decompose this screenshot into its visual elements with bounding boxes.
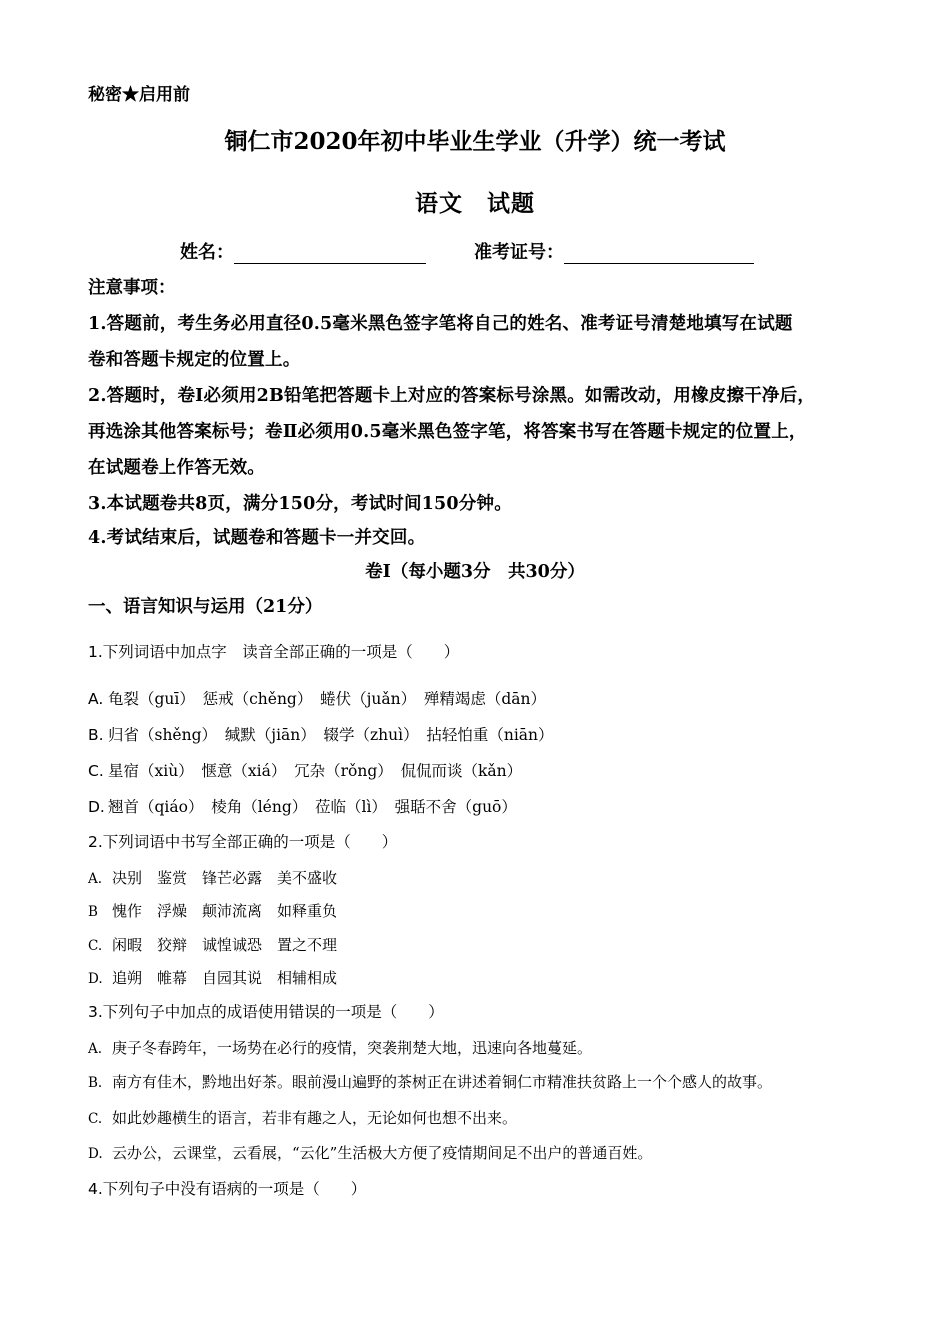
name-label: 姓名： xyxy=(180,242,234,263)
option-letter: B. xyxy=(88,726,104,744)
question-number: 1. xyxy=(88,643,103,661)
question-number: 2. xyxy=(88,833,103,851)
option-c xyxy=(88,1107,517,1128)
section-heading: 卷Ⅰ（每小题3分 共30分） xyxy=(365,562,585,582)
option-text: 闲暇 狡辩 诚惶诚恐 置之不理 xyxy=(112,936,338,954)
note-line: 再选涂其他答案标号；卷Ⅱ必须用0.5毫米黑色签字笔，将答案书写在答题卡规定的位置上， xyxy=(88,422,807,442)
option-text: 云办公，云课堂，云看展，“云化”生活极大方便了疫情期间足不出户的普通百姓。 xyxy=(112,1144,653,1162)
exam-title: 铜仁市2020年初中毕业生学业（升学）统一考试 xyxy=(224,128,726,155)
note-line: 1.答题前，考生务必用直径0.5毫米黑色签字笔将自己的姓名、准考证号清楚地填写在试题 xyxy=(88,314,793,334)
option-letter: B xyxy=(88,904,98,920)
question-2 xyxy=(88,830,397,852)
option-letter: A. xyxy=(88,1041,103,1057)
name-field[interactable] xyxy=(234,243,426,264)
exam-subtitle: 语文 试题 xyxy=(415,190,535,217)
option-letter: D. xyxy=(88,798,105,816)
question-4 xyxy=(88,1177,366,1199)
option-text: 龟裂（guī） 惩戒（chěng） 蜷伏（juǎn） 殚精竭虑（dān） xyxy=(108,690,547,708)
option-text: 星宿（xiù） 惬意（xiá） 冗杂（rǒng） 侃侃而谈（kǎn） xyxy=(108,762,523,780)
option-c xyxy=(88,934,337,955)
note-line: 在试题卷上作答无效。 xyxy=(88,458,265,478)
question-stem: 下列句子中没有语病的一项是（ ） xyxy=(102,1180,367,1198)
option-d xyxy=(88,967,337,988)
option-a xyxy=(88,867,337,888)
note-line: 2.答题时，卷Ⅰ必须用2B铅笔把答题卡上对应的答案标号涂黑。如需改动，用橡皮擦干净后， xyxy=(88,386,816,406)
candidate-fields xyxy=(180,238,754,264)
confidential-mark: 秘密★启用前 xyxy=(88,85,190,105)
option-letter: A. xyxy=(88,690,104,708)
question-stem: 下列词语中加点字 读音全部正确的一项是（ ） xyxy=(102,643,460,661)
question-number: 3. xyxy=(88,1003,103,1021)
option-b xyxy=(88,1071,772,1092)
option-a xyxy=(88,687,546,709)
option-letter: C. xyxy=(88,938,103,954)
question-stem: 下列词语中书写全部正确的一项是（ ） xyxy=(102,833,398,851)
note-line: 4.考试结束后，试题卷和答题卡一并交回。 xyxy=(88,528,426,548)
option-d xyxy=(88,1142,652,1163)
option-text: 愧作 浮燥 颠沛流离 如释重负 xyxy=(112,902,338,920)
question-stem: 下列句子中加点的成语使用错误的一项是（ ） xyxy=(102,1003,444,1021)
option-text: 庚子冬春跨年，一场势在必行的疫情，突袭荆楚大地，迅速向各地蔓延。 xyxy=(112,1039,593,1057)
exam-id-label: 准考证号： xyxy=(474,242,564,263)
option-text: 追朔 帷幕 自园其说 相辅相成 xyxy=(112,969,338,987)
question-1 xyxy=(88,640,459,662)
option-text: 如此妙趣横生的语言，若非有趣之人，无论如何也想不出来。 xyxy=(112,1109,518,1127)
option-b xyxy=(88,900,337,921)
option-letter: D. xyxy=(88,1146,103,1162)
option-c xyxy=(88,759,522,781)
note-line: 卷和答题卡规定的位置上。 xyxy=(88,350,301,370)
option-letter: C. xyxy=(88,762,104,780)
option-letter: A. xyxy=(88,871,103,887)
option-text: 翘首（qiáo） 棱角（léng） 莅临（lì） 强聒不舍（guō） xyxy=(108,798,517,816)
option-text: 决别 鉴赏 锋芒必露 美不盛收 xyxy=(112,869,338,887)
option-text: 南方有佳木，黔地出好茶。眼前漫山遍野的茶树正在讲述着铜仁市精准扶贫路上一个个感人的故事。 xyxy=(112,1073,773,1091)
option-letter: B. xyxy=(88,1075,103,1091)
option-a xyxy=(88,1037,592,1058)
exam-id-field[interactable] xyxy=(564,243,754,264)
note-line: 3.本试题卷共8页，满分150分，考试时间150分钟。 xyxy=(88,494,512,514)
notes-heading: 注意事项： xyxy=(88,278,176,298)
option-d xyxy=(88,795,517,817)
question-3 xyxy=(88,1000,444,1022)
option-text: 归省（shěng） 缄默（jiān） 辍学（zhuì） 拈轻怕重（niān） xyxy=(108,726,554,744)
option-b xyxy=(88,723,554,745)
option-letter: C. xyxy=(88,1111,103,1127)
question-number: 4. xyxy=(88,1180,103,1198)
part-heading: 一、语言知识与运用（21分） xyxy=(88,597,323,617)
option-letter: D. xyxy=(88,971,103,987)
